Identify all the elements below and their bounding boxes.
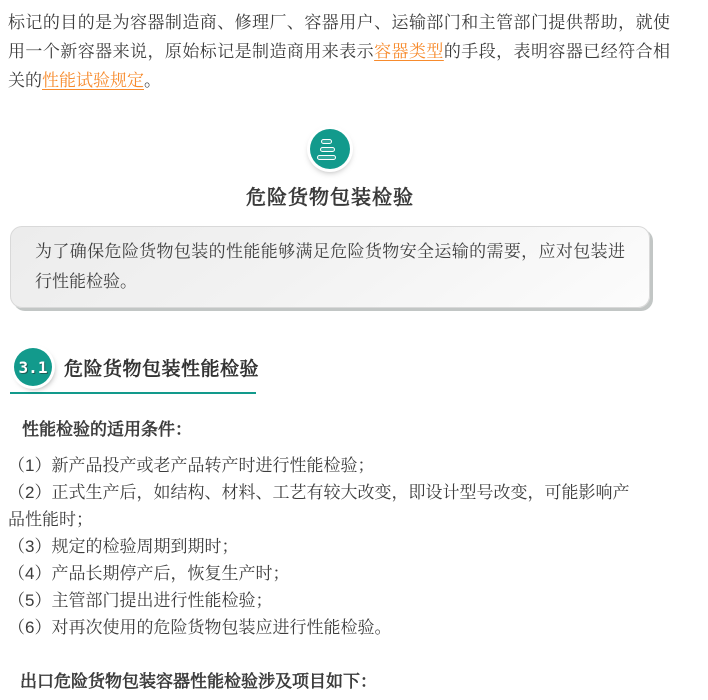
section-title: 危险货物包装检验 <box>246 187 414 209</box>
subsection-number-badge: 3.1 <box>14 348 52 386</box>
outro-heading: 出口危险货物包装容器性能检验涉及项目如下： <box>20 672 377 691</box>
condition-item: （5）主管部门提出进行性能检验； <box>8 591 273 610</box>
intro-text-2: 的手段，表明容器已经符合相关的 <box>8 42 671 90</box>
condition-item: （3）规定的检验周期到期时； <box>8 537 239 556</box>
condition-item: （2）正式生产后，如结构、材料、工艺有较大改变，即设计型号改变，可能影响产品性能时； <box>8 483 630 529</box>
condition-item: （4）产品长期停产后，恢复生产时； <box>8 564 290 583</box>
callout-box <box>10 226 650 308</box>
icon-bar-bottom <box>317 155 336 160</box>
link-performance-test-rules[interactable]: 性能试验规定 <box>42 71 144 90</box>
icon-bar-top <box>321 139 332 144</box>
icon-bar-middle <box>320 147 335 152</box>
subsection-title: 危险货物包装性能检验 <box>64 358 260 380</box>
intro-text-1: 标记的目的是为容器制造商、修理厂、容器用户、运输部门和主管部门提供帮助，就使用一个新容器来说，原始标记是制造商用来表示 <box>8 13 670 61</box>
callout-text: 为了确保危险货物包装的性能能够满足危险货物安全运输的需要，应对包装进行性能检验。 <box>35 242 625 291</box>
conditions-section <box>8 416 638 641</box>
subsection-header <box>10 348 260 394</box>
intro-paragraph <box>8 8 670 95</box>
condition-item: （6）对再次使用的危险货物包装应进行性能检验。 <box>8 618 392 637</box>
link-container-type[interactable]: 容器类型 <box>374 42 444 61</box>
conditions-heading: 性能检验的适用条件： <box>22 420 192 439</box>
three-lines-icon <box>310 129 350 169</box>
condition-item: （1）新产品投产或老产品转产时进行性能检验； <box>8 456 375 475</box>
intro-text-3: 。 <box>144 71 161 90</box>
section-header <box>0 129 660 210</box>
